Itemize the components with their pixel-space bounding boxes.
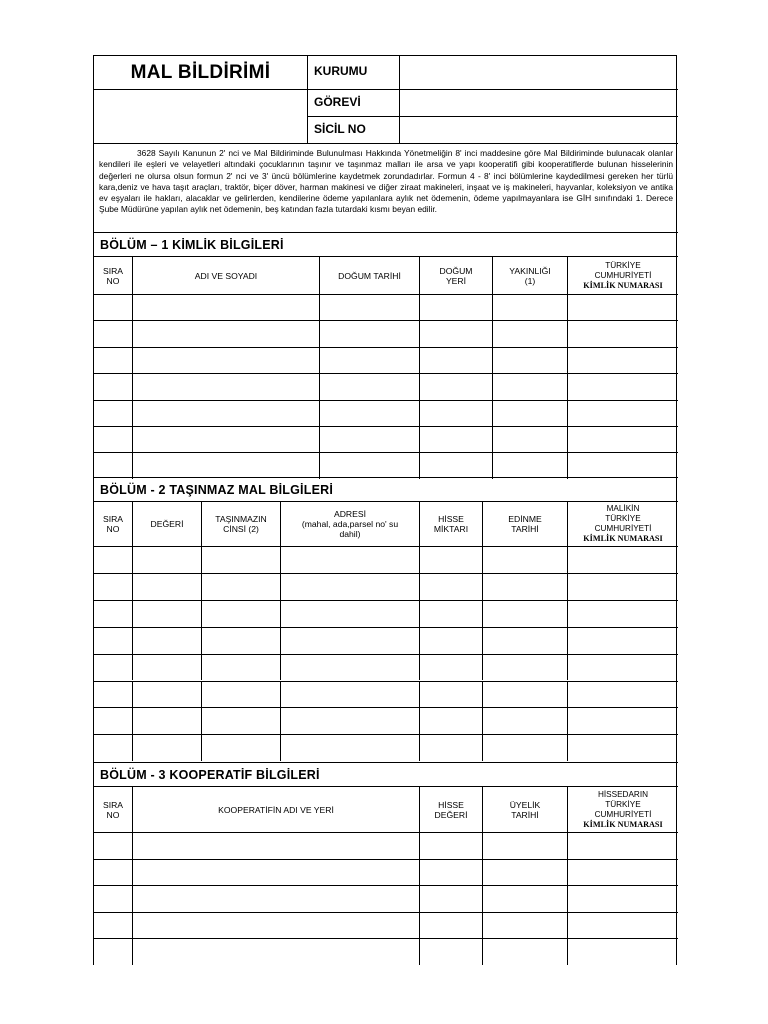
section1-row-7-tc-kimlik-cell[interactable] <box>567 452 678 478</box>
section3-row-5-kooperatif-adi-yeri-cell[interactable] <box>132 938 419 965</box>
section3-tc-header-bottom: KİMLİK NUMARASI <box>583 819 663 829</box>
section2-row-4-edinme-tarihi-cell[interactable] <box>482 627 567 654</box>
section1-row-6-dogum-tarihi-cell[interactable] <box>319 426 419 452</box>
section2-row-6-adresi-cell[interactable] <box>280 681 419 708</box>
section3-row-1-hisse-degeri-cell[interactable] <box>419 832 482 859</box>
section2-row-6-tasinmaz-cinsi-cell[interactable] <box>201 681 280 708</box>
section1-row-2-sira-no-cell[interactable] <box>94 320 132 346</box>
section2-row-8-edinme-tarihi-cell[interactable] <box>482 734 567 761</box>
section1-row-4-yakinlik-cell[interactable] <box>492 373 567 399</box>
section-2-title: BÖLÜM - 2 TAŞINMAZ MAL BİLGİLERİ <box>94 477 678 501</box>
section2-row-4-degeri-cell[interactable] <box>132 627 201 654</box>
section2-row-3-hisse-miktari-cell[interactable] <box>419 600 482 627</box>
section1-row-5-dogum-yeri-cell[interactable] <box>419 400 492 426</box>
section3-row-1-hissedar-tc-kimlik-cell[interactable] <box>567 832 678 859</box>
section3-row-4-uyelik-tarihi-cell[interactable] <box>482 912 567 939</box>
section1-row-5-tc-kimlik-cell[interactable] <box>567 400 678 426</box>
section2-row-3-malik-tc-kimlik-cell[interactable] <box>567 600 678 627</box>
section2-header-malik-tc-kimlik <box>567 501 678 546</box>
section2-row-5-hisse-miktari-cell[interactable] <box>419 654 482 681</box>
section1-row-6-tc-kimlik-cell[interactable] <box>567 426 678 452</box>
section2-row-2-hisse-miktari-cell[interactable] <box>419 573 482 600</box>
section2-row-1-degeri-cell[interactable] <box>132 546 201 573</box>
section2-row-8-degeri-cell[interactable] <box>132 734 201 761</box>
section1-row-7-dogum-yeri-cell[interactable] <box>419 452 492 478</box>
section2-row-4-malik-tc-kimlik-cell[interactable] <box>567 627 678 654</box>
section2-row-6-malik-tc-kimlik-cell[interactable] <box>567 681 678 708</box>
section2-row-2-malik-tc-kimlik-cell[interactable] <box>567 573 678 600</box>
section1-row-1-dogum-yeri-cell[interactable] <box>419 294 492 320</box>
section2-tc-header-top: MALİKİN TÜRKİYE CUMHURİYETİ <box>594 504 652 533</box>
section2-row-8-hisse-miktari-cell[interactable] <box>419 734 482 761</box>
section1-row-3-tc-kimlik-cell[interactable] <box>567 347 678 373</box>
section1-row-1-dogum-tarihi-cell[interactable] <box>319 294 419 320</box>
section1-header-dogum-yeri: DOĞUM YERİ <box>419 256 492 294</box>
section2-row-2-sira-no-cell[interactable] <box>94 573 132 600</box>
section1-row-3-yakinlik-cell[interactable] <box>492 347 567 373</box>
section2-row-8-sira-no-cell[interactable] <box>94 734 132 761</box>
section2-row-1-edinme-tarihi-cell[interactable] <box>482 546 567 573</box>
section2-row-7-degeri-cell[interactable] <box>132 707 201 734</box>
section2-row-6-edinme-tarihi-cell[interactable] <box>482 681 567 708</box>
section2-header-degeri: DEĞERİ <box>132 501 201 546</box>
section1-tc-header-bottom: KİMLİK NUMARASI <box>583 280 663 290</box>
kurumu-field[interactable] <box>399 56 678 89</box>
section3-row-3-hissedar-tc-kimlik-cell[interactable] <box>567 885 678 912</box>
section2-row-1-adresi-cell[interactable] <box>280 546 419 573</box>
section2-row-7-edinme-tarihi-cell[interactable] <box>482 707 567 734</box>
section2-row-5-tasinmaz-cinsi-cell[interactable] <box>201 654 280 681</box>
section2-row-3-adresi-cell[interactable] <box>280 600 419 627</box>
section3-row-3-sira-no-cell[interactable] <box>94 885 132 912</box>
section2-row-3-degeri-cell[interactable] <box>132 600 201 627</box>
section2-row-1-tasinmaz-cinsi-cell[interactable] <box>201 546 280 573</box>
section2-row-2-degeri-cell[interactable] <box>132 573 201 600</box>
section-3-title: BÖLÜM - 3 KOOPERATİF BİLGİLERİ <box>94 762 678 786</box>
section2-row-7-sira-no-cell[interactable] <box>94 707 132 734</box>
section1-row-6-adi-soyadi-cell[interactable] <box>132 426 319 452</box>
section3-row-2-sira-no-cell[interactable] <box>94 859 132 886</box>
section1-header-sira-no: SIRA NO <box>94 256 132 294</box>
section1-row-7-sira-no-cell[interactable] <box>94 452 132 478</box>
section1-row-3-adi-soyadi-cell[interactable] <box>132 347 319 373</box>
section1-row-4-dogum-yeri-cell[interactable] <box>419 373 492 399</box>
section1-row-6-dogum-yeri-cell[interactable] <box>419 426 492 452</box>
section2-header-sira-no: SIRA NO <box>94 501 132 546</box>
section2-header-adresi: ADRESİ (mahal, ada,parsel no' su dahil) <box>280 501 419 546</box>
section3-row-4-hisse-degeri-cell[interactable] <box>419 912 482 939</box>
section2-row-6-degeri-cell[interactable] <box>132 681 201 708</box>
section1-row-7-dogum-tarihi-cell[interactable] <box>319 452 419 478</box>
section1-tc-header-top: TÜRKİYE CUMHURİYETİ <box>594 260 652 280</box>
gorevi-label: GÖREVİ <box>307 89 399 116</box>
section2-row-3-sira-no-cell[interactable] <box>94 600 132 627</box>
intro-paragraph: 3628 Sayılı Kanunun 2' nci ve Mal Bildiriminde Bulunulması Hakkında Yönetmeliğin 8' inci maddesine göre Mal Bildiriminde bulunacak olanlar kendileri ile eşleri ve velayetleri altındaki çocuklarının taşınır ve taşınmaz malları ile arsa ve yapı kooperatifi gibi kooperatiflerde bulunan hisselerinin değerleri ne olursa olsun formun 2' nci ve 3' üncü bölümlerine kaydetmek zorundadırlar. Formun 4 - 8' inci bölümlerine kaydedilmesi gereken her türlü kara,deniz ve hava taşıt araçları, traktör, biçer döver, harman makinesi ve diğer ziraat makineleri, inşaat ve iş makineleri, hayvanlar, koleksiyon ve antika ev eşyaları ile hakları, alacaklar ve gelirlerden, kendilerine ödeme yapılanlara aylık net ödemenin, ödeme yapılmayanlara ise GİH sınıfındaki 1. Derece Şube Müdürüne yapılan aylık net ödemenin, beş katından fazla tutardaki kısmı beyan edilir. <box>94 143 678 232</box>
section2-row-2-edinme-tarihi-cell[interactable] <box>482 573 567 600</box>
section1-row-1-yakinlik-cell[interactable] <box>492 294 567 320</box>
section2-row-5-degeri-cell[interactable] <box>132 654 201 681</box>
section1-row-6-sira-no-cell[interactable] <box>94 426 132 452</box>
section1-header-tc-kimlik <box>567 256 678 294</box>
section3-header-kooperatif-adi-yeri: KOOPERATİFİN ADI VE YERİ <box>132 786 419 832</box>
section2-row-3-tasinmaz-cinsi-cell[interactable] <box>201 600 280 627</box>
section1-row-2-dogum-yeri-cell[interactable] <box>419 320 492 346</box>
section3-row-5-uyelik-tarihi-cell[interactable] <box>482 938 567 965</box>
section1-row-1-sira-no-cell[interactable] <box>94 294 132 320</box>
section1-row-6-yakinlik-cell[interactable] <box>492 426 567 452</box>
mal-bildirimi-form <box>93 55 677 965</box>
section2-row-5-sira-no-cell[interactable] <box>94 654 132 681</box>
section3-tc-header-top: HİSSEDARIN TÜRKİYE CUMHURİYETİ <box>594 789 652 819</box>
section3-row-2-kooperatif-adi-yeri-cell[interactable] <box>132 859 419 886</box>
section3-row-4-sira-no-cell[interactable] <box>94 912 132 939</box>
section3-row-3-kooperatif-adi-yeri-cell[interactable] <box>132 885 419 912</box>
section3-row-2-uyelik-tarihi-cell[interactable] <box>482 859 567 886</box>
section1-row-5-adi-soyadi-cell[interactable] <box>132 400 319 426</box>
section2-row-1-sira-no-cell[interactable] <box>94 546 132 573</box>
gorevi-field[interactable] <box>399 89 678 116</box>
section3-row-4-kooperatif-adi-yeri-cell[interactable] <box>132 912 419 939</box>
section3-row-2-hissedar-tc-kimlik-cell[interactable] <box>567 859 678 886</box>
section2-row-5-adresi-cell[interactable] <box>280 654 419 681</box>
section1-header-adi-soyadi: ADI VE SOYADI <box>132 256 319 294</box>
section3-header-uyelik-tarihi: ÜYELİK TARİHİ <box>482 786 567 832</box>
section3-header-hissedar-tc-kimlik <box>567 786 678 832</box>
section1-row-1-tc-kimlik-cell[interactable] <box>567 294 678 320</box>
section2-row-4-sira-no-cell[interactable] <box>94 627 132 654</box>
section1-row-4-sira-no-cell[interactable] <box>94 373 132 399</box>
form-title: MAL BİLDİRİMİ <box>130 62 271 83</box>
section3-row-5-hissedar-tc-kimlik-cell[interactable] <box>567 938 678 965</box>
sicil-no-label: SİCİL NO <box>307 116 399 143</box>
section1-row-1-adi-soyadi-cell[interactable] <box>132 294 319 320</box>
section2-row-7-adresi-cell[interactable] <box>280 707 419 734</box>
section1-header-dogum-tarihi: DOĞUM TARİHİ <box>319 256 419 294</box>
section1-row-7-yakinlik-cell[interactable] <box>492 452 567 478</box>
section2-row-6-sira-no-cell[interactable] <box>94 681 132 708</box>
section2-row-4-tasinmaz-cinsi-cell[interactable] <box>201 627 280 654</box>
kurumu-label: KURUMU <box>307 56 399 89</box>
section1-row-5-sira-no-cell[interactable] <box>94 400 132 426</box>
section3-row-5-sira-no-cell[interactable] <box>94 938 132 965</box>
section2-row-7-hisse-miktari-cell[interactable] <box>419 707 482 734</box>
section2-row-5-malik-tc-kimlik-cell[interactable] <box>567 654 678 681</box>
section3-row-3-uyelik-tarihi-cell[interactable] <box>482 885 567 912</box>
section1-row-3-dogum-yeri-cell[interactable] <box>419 347 492 373</box>
section2-row-2-adresi-cell[interactable] <box>280 573 419 600</box>
sicil-no-field[interactable] <box>399 116 678 143</box>
section3-row-4-hissedar-tc-kimlik-cell[interactable] <box>567 912 678 939</box>
section3-row-1-sira-no-cell[interactable] <box>94 832 132 859</box>
section2-row-7-malik-tc-kimlik-cell[interactable] <box>567 707 678 734</box>
section2-row-8-malik-tc-kimlik-cell[interactable] <box>567 734 678 761</box>
section1-row-3-sira-no-cell[interactable] <box>94 347 132 373</box>
section2-header-edinme-tarihi: EDİNME TARİHİ <box>482 501 567 546</box>
section2-row-1-hisse-miktari-cell[interactable] <box>419 546 482 573</box>
section3-row-3-hisse-degeri-cell[interactable] <box>419 885 482 912</box>
section1-row-2-dogum-tarihi-cell[interactable] <box>319 320 419 346</box>
section1-row-7-adi-soyadi-cell[interactable] <box>132 452 319 478</box>
section2-header-hisse-miktari: HİSSE MİKTARI <box>419 501 482 546</box>
section1-row-4-tc-kimlik-cell[interactable] <box>567 373 678 399</box>
section1-row-4-adi-soyadi-cell[interactable] <box>132 373 319 399</box>
section2-row-8-adresi-cell[interactable] <box>280 734 419 761</box>
section3-header-sira-no: SIRA NO <box>94 786 132 832</box>
section2-row-3-edinme-tarihi-cell[interactable] <box>482 600 567 627</box>
section2-row-1-malik-tc-kimlik-cell[interactable] <box>567 546 678 573</box>
section2-row-2-tasinmaz-cinsi-cell[interactable] <box>201 573 280 600</box>
section1-row-5-dogum-tarihi-cell[interactable] <box>319 400 419 426</box>
section1-row-2-tc-kimlik-cell[interactable] <box>567 320 678 346</box>
section3-row-1-uyelik-tarihi-cell[interactable] <box>482 832 567 859</box>
section2-row-4-hisse-miktari-cell[interactable] <box>419 627 482 654</box>
section2-tc-header-bottom: KİMLİK NUMARASI <box>583 534 663 543</box>
section1-row-4-dogum-tarihi-cell[interactable] <box>319 373 419 399</box>
section3-header-hisse-degeri: HİSSE DEĞERİ <box>419 786 482 832</box>
section1-header-yakinlik: YAKINLIĞI (1) <box>492 256 567 294</box>
section-1-title: BÖLÜM – 1 KİMLİK BİLGİLERİ <box>94 232 678 256</box>
section2-row-5-edinme-tarihi-cell[interactable] <box>482 654 567 681</box>
section3-row-2-hisse-degeri-cell[interactable] <box>419 859 482 886</box>
header-blank-area <box>94 89 307 143</box>
section1-row-5-yakinlik-cell[interactable] <box>492 400 567 426</box>
section2-row-7-tasinmaz-cinsi-cell[interactable] <box>201 707 280 734</box>
section2-row-4-adresi-cell[interactable] <box>280 627 419 654</box>
section3-row-1-kooperatif-adi-yeri-cell[interactable] <box>132 832 419 859</box>
section2-header-tasinmaz-cinsi: TAŞINMAZIN CİNSİ (2) <box>201 501 280 546</box>
section1-row-2-adi-soyadi-cell[interactable] <box>132 320 319 346</box>
section2-row-8-tasinmaz-cinsi-cell[interactable] <box>201 734 280 761</box>
section2-row-6-hisse-miktari-cell[interactable] <box>419 681 482 708</box>
section1-row-3-dogum-tarihi-cell[interactable] <box>319 347 419 373</box>
section1-row-2-yakinlik-cell[interactable] <box>492 320 567 346</box>
section3-row-5-hisse-degeri-cell[interactable] <box>419 938 482 965</box>
